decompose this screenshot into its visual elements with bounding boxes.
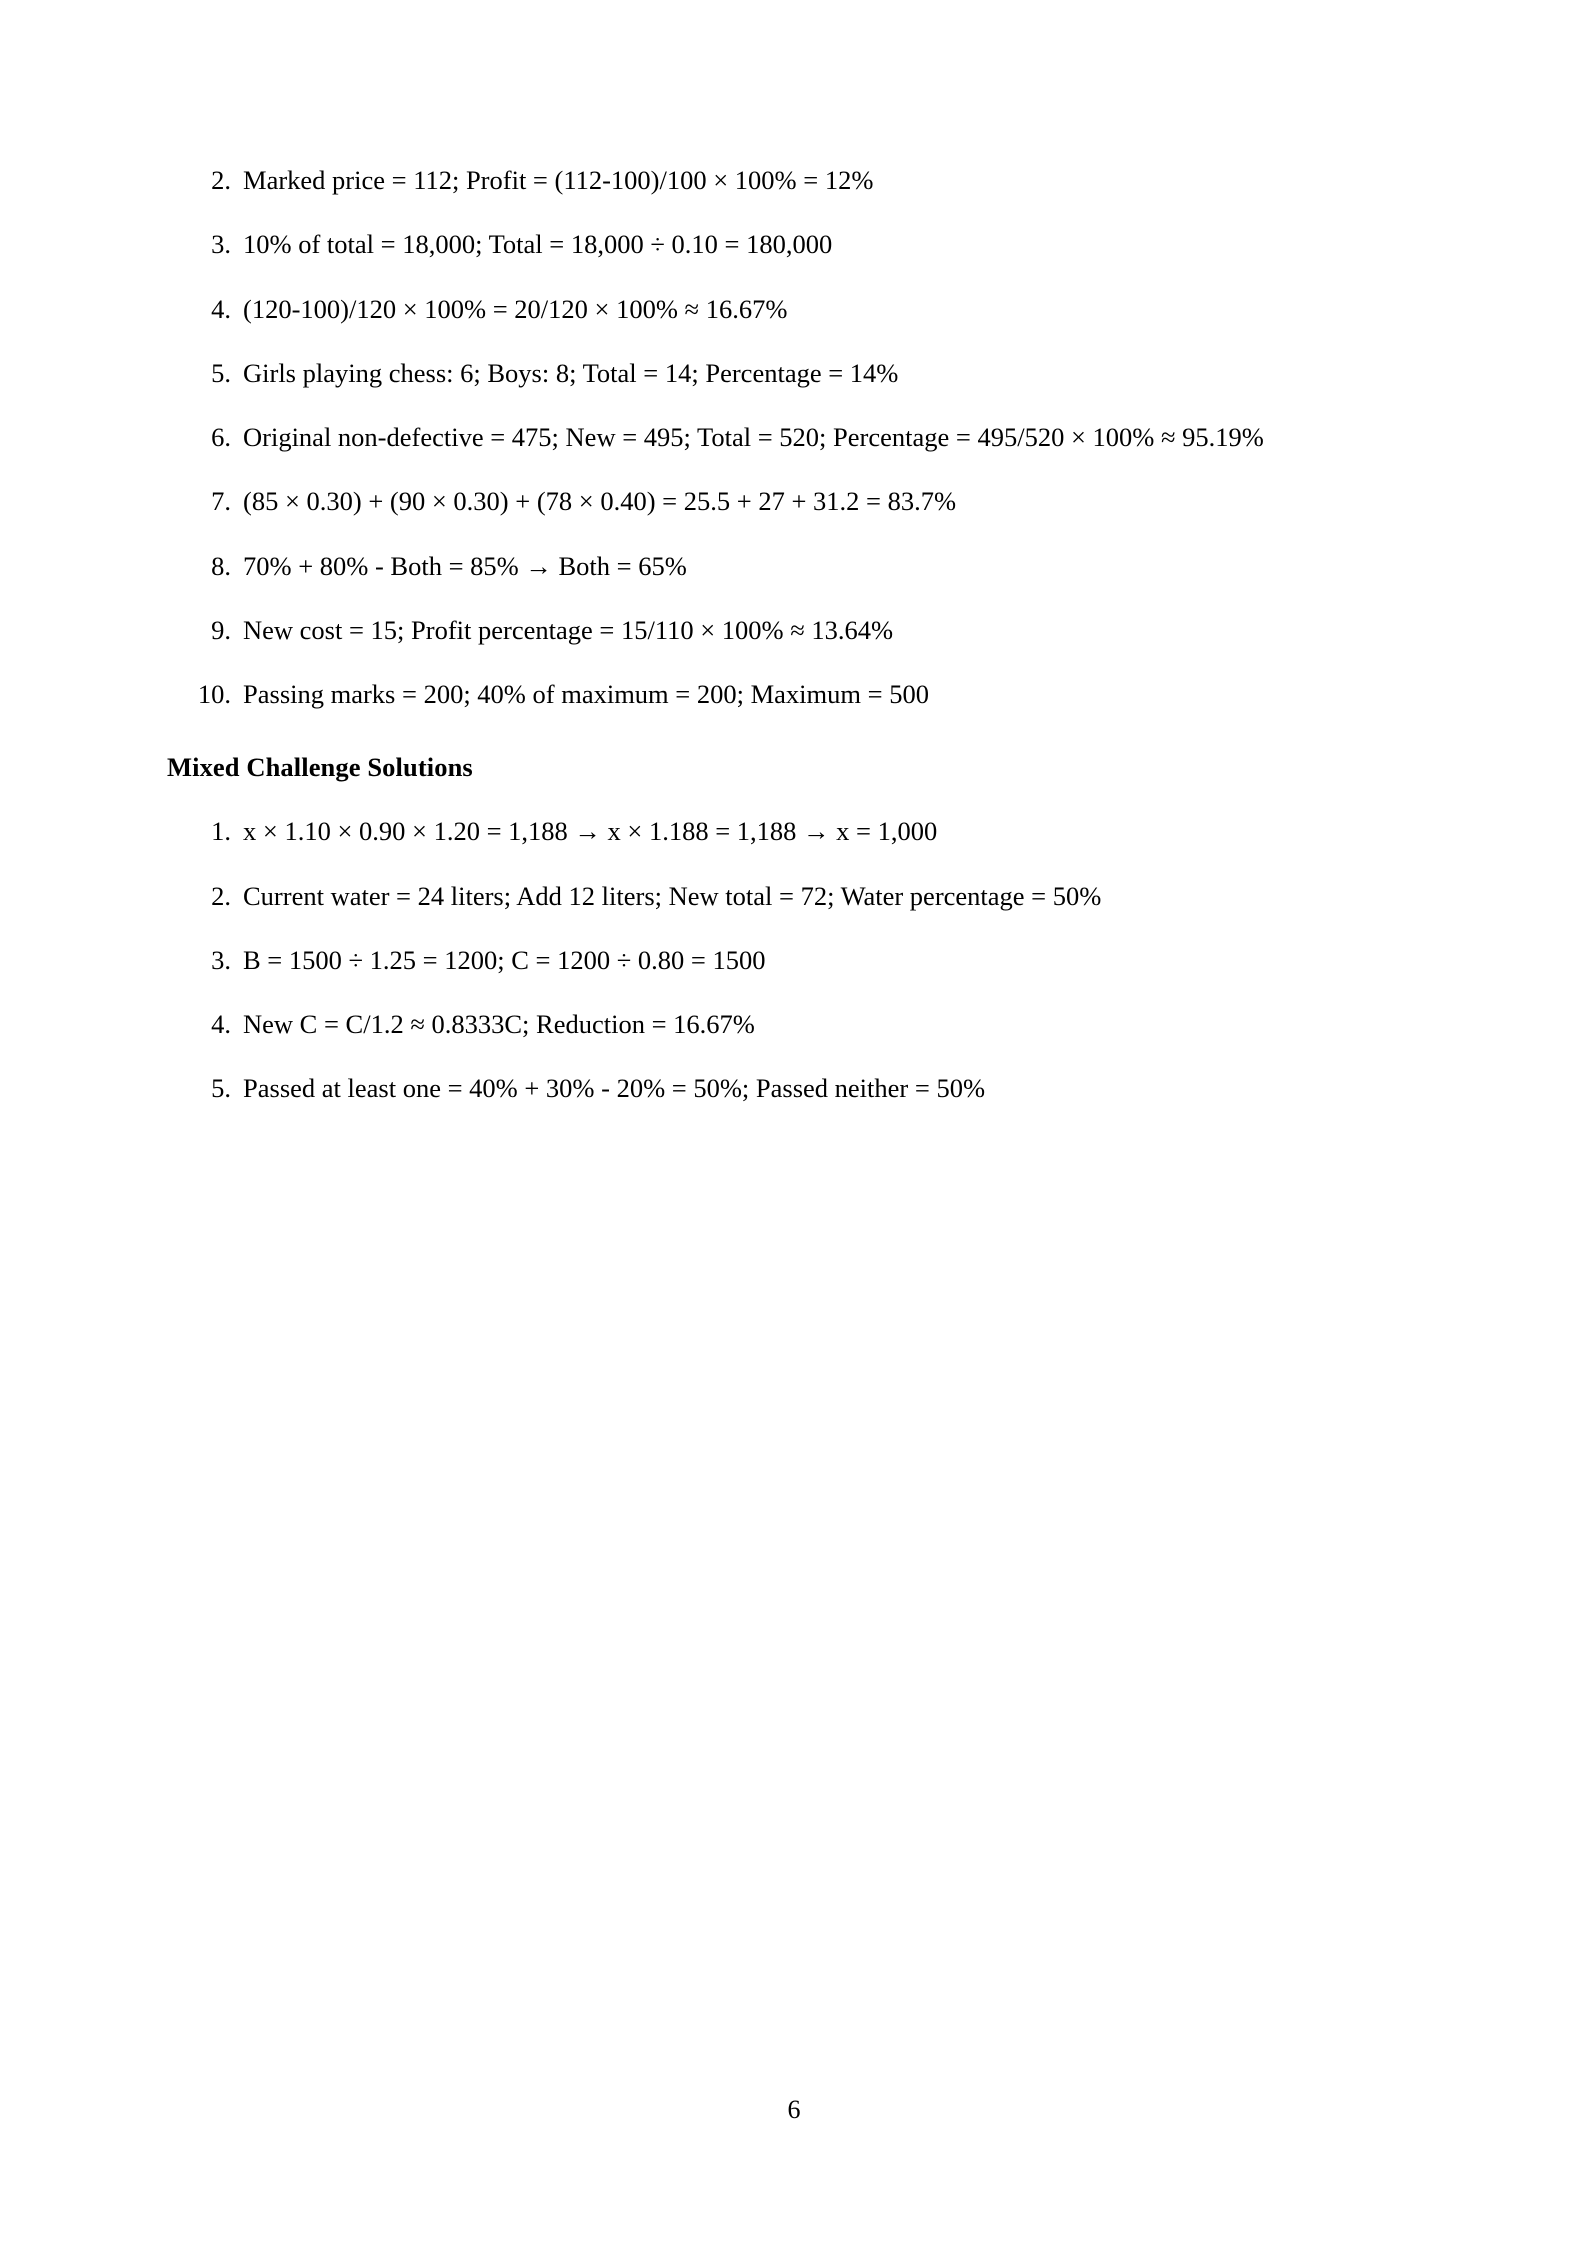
list-item-marker: 5. [211,357,231,388]
list-item-marker: 3. [211,229,231,260]
list-item-text: Passed at least one = 40% + 30% - 20% = 50%; Passed neither = 50% [243,1073,986,1104]
list-item [175,546,1418,586]
list-item-text: Marked price = 112; Profit = (112-100)/100 × 100% = 12% [243,165,874,195]
list-item-text: (120-100)/120 × 100% = 20/120 × 100% ≈ 16.67% [243,293,788,324]
list-item-marker: 4. [211,293,231,324]
list-item [175,353,1418,393]
list-item [175,674,1418,714]
list-item-text: (85 × 0.30) + (90 × 0.30) + (78 × 0.40) = 25.5 + 27 + 31.2 = 83.7% [243,486,957,517]
list-item [175,1004,1418,1044]
list-item [175,811,1418,851]
list-item [175,289,1418,329]
list-item [175,876,1418,916]
list-item-text: 70% + 80% - Both = 85% → Both = 65% [243,550,687,581]
list-item-marker: 3. [211,944,231,975]
solutions-list-part-two [175,811,1418,1108]
list-item [175,224,1418,264]
solutions-list-part-one [175,160,1418,714]
list-item [175,417,1418,457]
list-item-text: New cost = 15; Profit percentage = 15/110 × 100% ≈ 13.64% [243,614,894,645]
list-item-marker: 6. [211,422,231,453]
list-item [175,1068,1418,1108]
list-item-marker: 7. [211,486,231,517]
list-item-marker: 2. [211,165,231,195]
list-item [175,610,1418,650]
list-item-text: x × 1.10 × 0.90 × 1.20 = 1,188 → x × 1.188 = 1,188 → x = 1,000 [243,816,938,847]
section-heading-mixed-challenge-solutions: Mixed Challenge Solutions [167,752,473,783]
list-item-marker: 5. [211,1073,231,1104]
list-item [175,940,1418,980]
list-item-marker: 2. [211,880,231,911]
page-number: 6 [787,2095,801,2124]
list-item-marker: 4. [211,1009,231,1040]
list-item-text: B = 1500 ÷ 1.25 = 1200; C = 1200 ÷ 0.80 = 1500 [243,944,766,975]
list-item-text: 10% of total = 18,000; Total = 18,000 ÷ 0.10 = 180,000 [243,229,833,260]
list-item-text: Original non-defective = 475; New = 495; Total = 520; Percentage = 495/520 × 100% ≈ 95.19% [243,422,1264,453]
list-item-text: Passing marks = 200; 40% of maximum = 200; Maximum = 500 [243,679,929,710]
list-item [175,160,1418,200]
list-item-marker: 10. [197,679,231,710]
list-item-marker: 1. [211,816,231,847]
list-item [175,481,1418,521]
list-item-text: Current water = 24 liters; Add 12 liters; New total = 72; Water percentage = 50% [243,880,1102,911]
list-item-marker: 9. [211,614,231,645]
list-item-text: New C = C/1.2 ≈ 0.8333C; Reduction = 16.67% [243,1009,755,1040]
list-item-text: Girls playing chess: 6; Boys: 8; Total = 14; Percentage = 14% [243,357,899,388]
list-item-marker: 8. [211,550,231,581]
